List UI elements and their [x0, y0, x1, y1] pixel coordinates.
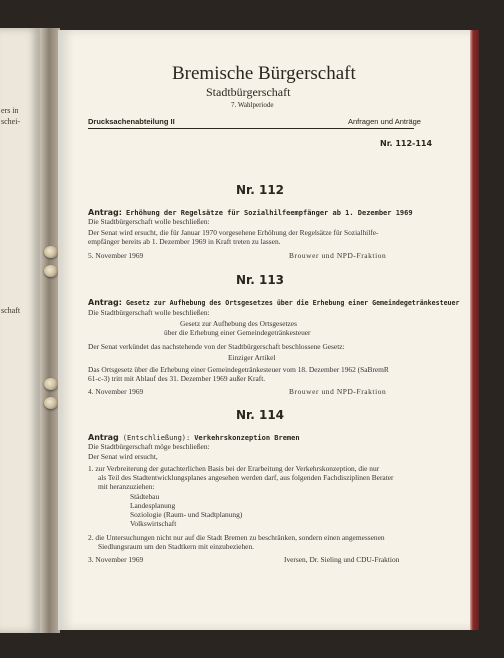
discipline-item: Städtebau — [130, 492, 160, 501]
item-line: Der Senat wird ersucht, — [88, 452, 158, 461]
item-keyword: Antrag — [88, 433, 119, 442]
item-keyword: Antrag: — [88, 208, 122, 217]
parliament-title: Bremische Bürgerschaft — [172, 63, 356, 84]
discipline-item: Soziologie (Raum- und Stadtplanung) — [130, 510, 243, 519]
item-line: Der Senat wird ersucht, die für Januar 1970 vorgesehene Erhöhung der Regelsätze für Sozialhilfe- — [88, 228, 379, 237]
item-line: Gesetz zur Aufhebung des Ortsgesetzes — [180, 319, 297, 328]
book-cover-edge — [469, 30, 479, 630]
item-signer: Brouwer und NPD-Fraktion — [289, 251, 387, 260]
item-date: 5. November 1969 — [88, 251, 144, 260]
section-category: Anfragen und Anträge — [348, 117, 421, 126]
left-page-fragment: schaft — [1, 306, 21, 315]
left-page-fragment: schei- — [1, 117, 21, 126]
item-line: als Teil des Stadtentwicklungsplanes angesehen werden darf, aus folgenden Fachdisziplinen Berater — [98, 473, 394, 482]
item-line: empfänger bereits ab 1. Dezember 1969 in Kraft treten zu lassen. — [88, 237, 281, 246]
left-page-fragment: ers in — [1, 106, 19, 115]
item-line: 2. die Untersuchungen nicht nur auf die Stadt Bremen zu beschränken, sondern einen angemessenen — [88, 533, 385, 542]
item-number: Nr. 114 — [236, 408, 285, 422]
item-line: mit heranzuziehen: — [98, 482, 155, 491]
item-line: 1. zur Verbreiterung der gutachterlichen Basis bei der Erarbeitung der Verkehrskonzeption, die nur — [88, 464, 380, 473]
item-signer: Iversen, Dr. Sieling und CDU-Fraktion — [284, 555, 400, 564]
binder-ring — [44, 265, 58, 277]
item-title: Verkehrskonzeption Bremen — [194, 434, 300, 442]
item-line: Die Stadtbürgerschaft wolle beschließen: — [88, 217, 210, 226]
item-title: Gesetz zur Aufhebung des Ortsgesetzes über die Erhebung einer Gemeindegetränkesteuer — [125, 299, 460, 307]
left-page-edge — [0, 28, 40, 633]
item-date: 3. November 1969 — [88, 555, 144, 564]
discipline-item: Landesplanung — [130, 501, 176, 510]
document-page — [58, 30, 470, 630]
section-label: Drucksachenabteilung II — [88, 117, 175, 126]
chamber-subtitle: Stadtbürgerschaft — [206, 85, 291, 99]
item-keyword-qualifier: (Entschließung): — [122, 434, 191, 442]
item-number: Nr. 112 — [236, 183, 285, 197]
header-rule — [88, 128, 414, 129]
item-title: Erhöhung der Regelsätze für Sozialhilfeempfänger ab 1. Dezember 1969 — [125, 209, 413, 217]
item-line: Einziger Artikel — [228, 353, 276, 362]
document-range: Nr. 112-114 — [380, 139, 433, 148]
item-number: Nr. 113 — [236, 273, 285, 287]
discipline-item: Volkswirtschaft — [130, 519, 177, 528]
item-line: Die Stadtbürgerschaft möge beschließen: — [88, 442, 210, 451]
binder-ring — [44, 397, 58, 409]
item-line: Siedlungsraum um den Stadtkern mit einzubeziehen. — [98, 542, 254, 551]
item-date: 4. November 1969 — [88, 387, 144, 396]
legislative-period: 7. Wahlperiode — [231, 101, 274, 109]
item-line: Der Senat verkündet das nachstehende von der Stadtbürgerschaft beschlossene Gesetz: — [88, 342, 345, 351]
item-line: Das Ortsgesetz über die Erhebung einer Gemeindegetränkesteuer vom 18. Dezember 1962 (SaBremR — [88, 365, 389, 374]
binder-ring — [44, 246, 58, 258]
item-line: 61-c-3) tritt mit Ablauf des 31. Dezember 1969 außer Kraft. — [88, 374, 266, 383]
binding-gutter — [40, 28, 60, 633]
item-line: Die Stadtbürgerschaft wolle beschließen: — [88, 308, 210, 317]
item-keyword: Antrag: — [88, 298, 122, 307]
item-signer: Brouwer und NPD-Fraktion — [289, 387, 387, 396]
item-line: über die Erhebung einer Gemeindegetränkesteuer — [164, 328, 311, 337]
binder-ring — [44, 378, 58, 390]
